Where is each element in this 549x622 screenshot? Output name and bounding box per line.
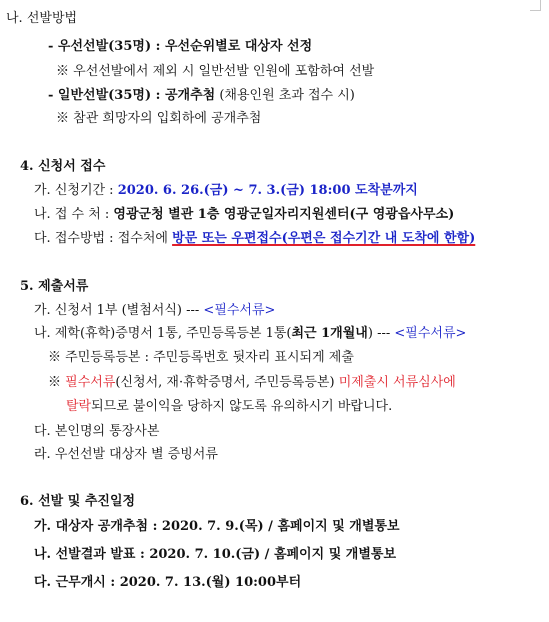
application-place-value: 영광군청 별관 1층 영광군일자리지원센터(구 영광읍사무소): [113, 207, 455, 222]
general-selection-line: [48, 87, 355, 105]
application-period-label: 가. 신청기간 :: [34, 183, 118, 198]
documents-item-a: [34, 302, 275, 320]
documents-note-2-red3: 탈락: [66, 399, 92, 414]
application-place-label: 나. 접 수 처 :: [34, 207, 114, 222]
priority-selection-line: - 우선선발(35명) : 우선순위별로 대상자 선정: [48, 39, 313, 54]
page-corner-mark: [530, 0, 541, 11]
schedule-item-b: 나. 선발결과 발표 : 2020. 7. 10.(금) / 홈페이지 및 개별통보: [34, 547, 397, 562]
documents-item-b-bold: 최근 1개월내: [291, 326, 368, 341]
documents-item-b-text: 나. 제학(휴학)증명서 1통, 주민등록등본 1통(: [34, 326, 292, 341]
documents-item-b: [34, 325, 466, 343]
application-period: [34, 182, 418, 200]
application-method-value: 방문 또는 우편접수(우편은 접수기간 내 도착에 한함): [172, 231, 476, 246]
selection-heading: 나. 선발방법: [6, 11, 78, 26]
general-selection-paren: (채용인원 초과 접수 시): [215, 88, 355, 103]
documents-item-d: 라. 우선선발 대상자 별 증빙서류: [34, 447, 218, 462]
documents-item-b-text2: ) ---: [367, 326, 395, 341]
general-selection-label: - 일반선발(35명) : 공개추첨: [48, 88, 216, 103]
priority-selection-note: ※ 우선선발에서 제외 시 일반선발 인원에 포함하여 선발: [56, 64, 375, 79]
documents-note-1: ※ 주민등록등본 : 주민등록번호 뒷자리 표시되게 제출: [48, 350, 354, 365]
schedule-heading: 6. 선발 및 추진일정: [20, 494, 136, 509]
application-place: [34, 206, 454, 224]
documents-item-c: 다. 본인명의 통장사본: [34, 424, 160, 439]
documents-item-a-text: 가. 신청서 1부 (별첨서식) ---: [34, 303, 204, 318]
documents-note-2-mark: ※: [48, 375, 66, 390]
documents-note-2-text2: 되므로 불이익을 당하지 않도록 유의하시기 바랍니다.: [91, 399, 393, 414]
application-method-pre: 접수처에: [117, 231, 173, 246]
schedule-item-a: 가. 대상자 공개추첨 : 2020. 7. 9.(목) / 홈페이지 및 개별통보: [34, 519, 400, 534]
documents-note-2-red2: 미제출시 서류심사에: [338, 375, 456, 390]
general-selection-note: ※ 참관 희망자의 입회하에 공개추첨: [56, 111, 262, 126]
required-tag: <필수서류>: [394, 326, 467, 341]
schedule-item-c: 다. 근무개시 : 2020. 7. 13.(월) 10:00부터: [34, 575, 302, 590]
documents-note-2-red1: 필수서류: [65, 375, 116, 390]
required-tag: <필수서류>: [203, 303, 276, 318]
application-method: [34, 230, 475, 248]
documents-heading: 5. 제출서류: [20, 279, 89, 294]
application-heading: 4. 신청서 접수: [20, 159, 106, 174]
documents-note-2-text: (신청서, 재·휴학증명서, 주민등록등본): [115, 375, 339, 390]
application-period-value: 2020. 6. 26.(금) ~ 7. 3.(금) 18:00 도착분까지: [117, 183, 418, 198]
documents-note-2-cont: [66, 398, 392, 416]
application-method-label: 다. 접수방법 :: [34, 231, 118, 246]
documents-note-2: [48, 374, 456, 392]
